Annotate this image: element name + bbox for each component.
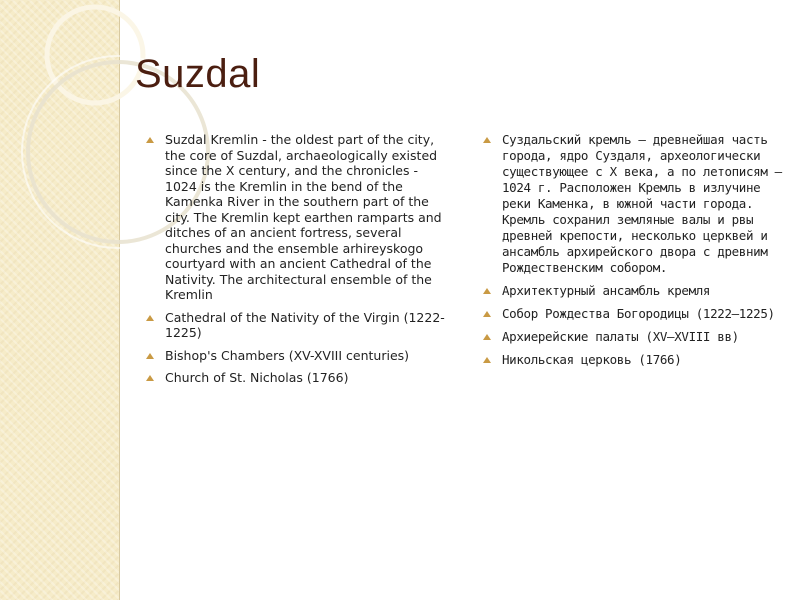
list-item	[146, 132, 446, 303]
list-item-text: Архиерейские палаты (XV—XVIII вв)	[502, 329, 739, 344]
bullet-icon	[146, 137, 154, 143]
list-item	[483, 132, 783, 276]
list-item	[146, 348, 446, 364]
list-item-text: Никольская церковь (1766)	[502, 352, 682, 367]
page-title: Suzdal	[135, 52, 261, 96]
list-item	[483, 329, 783, 345]
bullet-icon	[483, 311, 491, 317]
bullet-icon	[146, 375, 154, 381]
bullet-icon	[146, 353, 154, 359]
list-item-text: Bishop's Chambers (XV-XVIII centuries)	[165, 347, 410, 363]
bullet-icon	[483, 357, 491, 363]
bullet-icon	[483, 334, 491, 340]
list-item	[146, 310, 446, 341]
bullet-icon	[483, 288, 491, 294]
english-bullet-list	[146, 132, 446, 393]
list-item	[483, 352, 783, 368]
bullet-icon	[483, 137, 491, 143]
list-item	[483, 306, 783, 322]
list-item-text: Суздальский кремль — древнейшая часть города, ядро Суздаля, археологически существующее с X века, а по летописям — 1024 г. Расположен Кремль в излучине реки Каменка, в южной части города. Кремль сохранил земляные валы и рвы древней крепости, несколько церквей и ансамбль архирейского двора с древним Рождественским собором.	[502, 132, 782, 275]
bullet-icon	[146, 315, 154, 321]
list-item-text: Church of St. Nicholas (1766)	[165, 370, 349, 385]
list-item-text: Архитектурный ансамбль кремля	[502, 283, 711, 298]
russian-bullet-list	[483, 132, 783, 375]
list-item-text: Cathedral of the Nativity of the Virgin (1222-1225)	[165, 309, 445, 340]
list-item-text: Suzdal Kremlin - the oldest part of the city, the core of Suzdal, archaeologically existed since the X century, and the chronicles - 1024 is the Kremlin in the bend of the Kamenka River in the southern part of the city. The Kremlin kept earthen ramparts and ditches of an ancient fortress, several churches and the ensemble arhireyskogo courtyard with an ancient Cathedral of the Nativity. The architectural ensemble of the Kremlin	[165, 132, 442, 302]
list-item	[146, 370, 446, 386]
list-item	[483, 283, 783, 299]
decorative-ring-small	[47, 7, 143, 103]
list-item-text: Собор Рождества Богородицы (1222—1225)	[502, 306, 775, 321]
